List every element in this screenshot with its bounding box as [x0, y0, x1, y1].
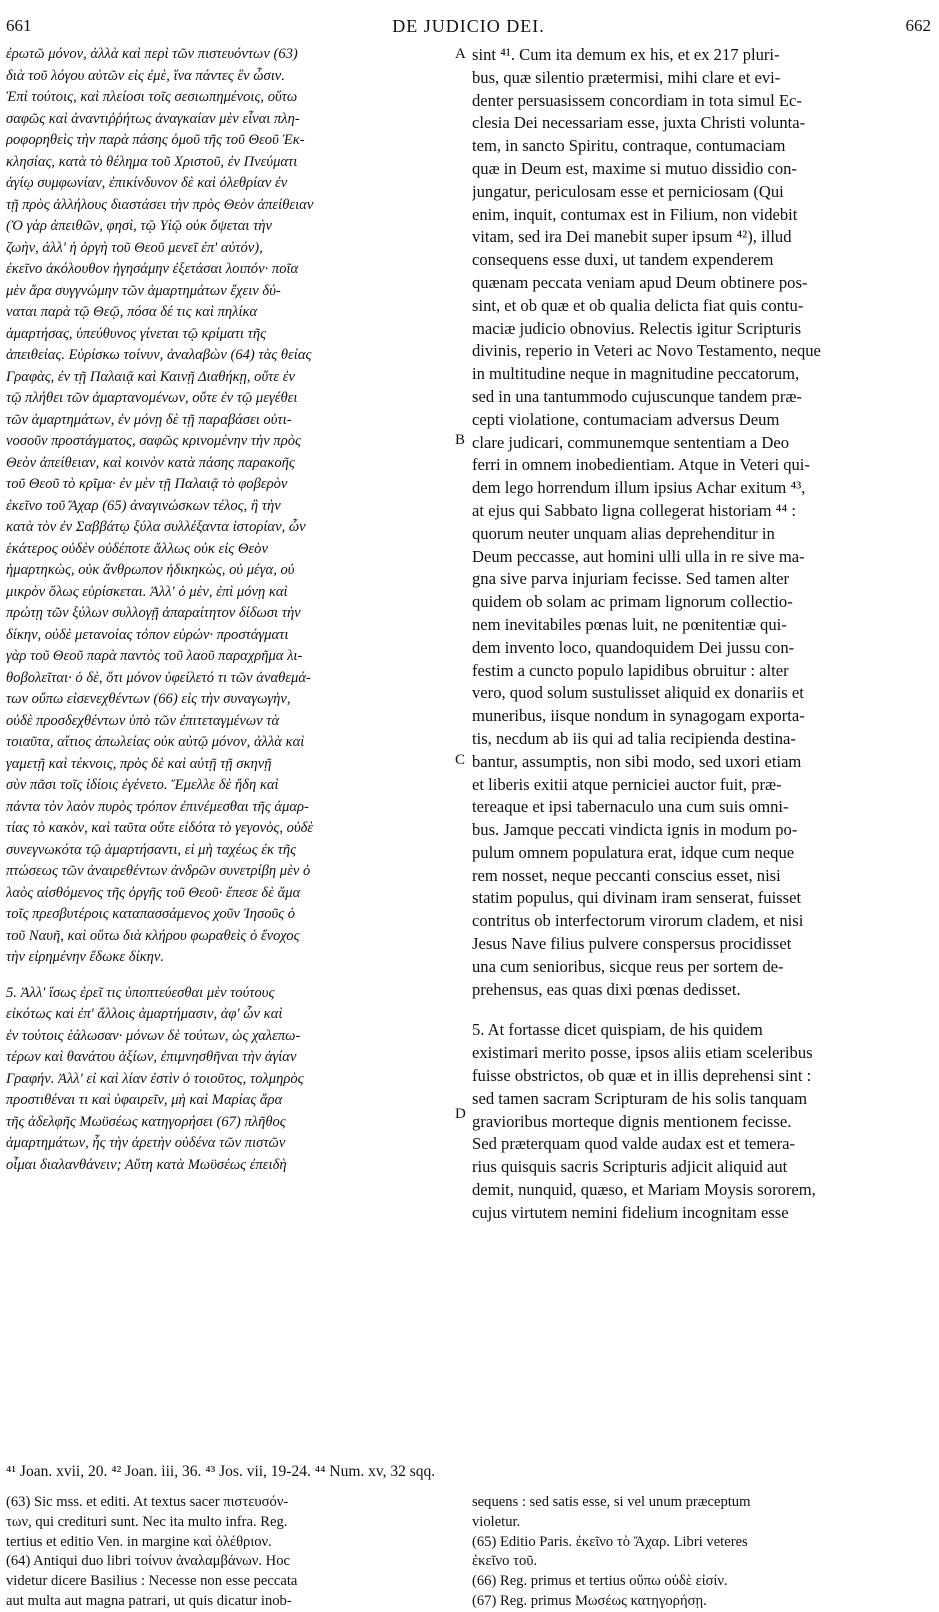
footnote-line: tertius et editio Ven. in margine καὶ ὀλέθριον.	[6, 1533, 272, 1550]
greek-line: ἐν τούτοις ἑάλωσαν· μόνων δὲ τούτων, ὡς χαλεπω-	[6, 1027, 301, 1044]
latin-line: 5. At fortasse dicet quispiam, de his quidem	[472, 1020, 763, 1040]
greek-line: τοῦ Ναυῆ, καὶ οὕτω διὰ κλήρου φωραθεὶς ὁ ἔνοχος	[6, 927, 300, 944]
greek-line: ἡμαρτηκὼς, οὐκ ἄνθρωπον ἠδικηκὼς, οὐ μέγα, οὐ	[6, 562, 295, 578]
latin-line: festim a cuncto populo lapidibus obruitur : alter	[472, 660, 789, 680]
footnote-line: των, qui credituri sunt. Nec ita multo infra. Reg.	[6, 1513, 288, 1530]
greek-line: ροφορηθεὶς τὴν παρὰ πάσης ὁμοῦ τῆς τοῦ Θεοῦ Ἐκ-	[6, 132, 305, 148]
latin-line: clare judicari, communemque sententiam a Deo	[472, 432, 789, 452]
margin-letter-d: D	[455, 1106, 466, 1122]
greek-line: τῷ πλήθει τῶν ἁμαρτανομένων, οὔτε ἐν τῷ μεγέθει	[6, 390, 298, 406]
greek-line: τοῦ Θεοῦ τὸ κρῖμα· ἐν μὲν τῇ Παλαιᾷ τὸ φοβερὸν	[6, 476, 288, 492]
greek-line: ἐρωτῶ μόνον, ἀλλὰ καὶ περὶ τῶν πιστευόντων (63)	[6, 46, 298, 62]
greek-line: γὰρ τοῦ Θεοῦ παρὰ παντὸς τοῦ λαοῦ παραχρῆμα λι-	[6, 648, 303, 664]
latin-line: dem lego horrendum illum ipsius Achar exitum ⁴³,	[472, 478, 806, 498]
latin-line: sed tamen sacram Scripturam de his solis tanquam	[472, 1088, 808, 1108]
footnotes-right	[472, 1493, 933, 1612]
latin-line: nem inevitabiles pœnas luit, ne pœnitentiæ qui-	[472, 614, 787, 634]
latin-line: vero, quod solum sustulisset aliquid ex donariis et	[472, 683, 804, 703]
greek-line: Ἐπὶ τούτοις, καὶ πλείοσι τοῖς σεσιωπημένοις, οὕτω	[6, 89, 298, 105]
latin-line: pulum omnem populatura erat, idque cum neque	[472, 842, 795, 862]
footnote-line: (64) Antiqui duo libri τοίνυν ἀναλαμβάνων. Hoc	[6, 1553, 290, 1570]
greek-line: ἀπειθείας. Εὑρίσκω τοίνυν, ἀναλαβὼν (64) τὰς θείας	[6, 347, 312, 363]
latin-line: tereaque et ipsi tabernaculo una cum suis omni-	[472, 797, 789, 817]
greek-line: σαφῶς καὶ ἀναντιῤῥήτως ἀναγκαίαν μὲν εἶναι πλη-	[6, 110, 300, 127]
greek-line: γαμετῇ καὶ τέκνοις, πρὸς δὲ καὶ αὐτῇ τῇ σκηνῇ	[6, 755, 272, 772]
page-header	[6, 16, 931, 40]
greek-line: τοιαῦτα, αἴτιος ἀπωλείας οὐκ αὐτῷ μόνον, ἀλλὰ καὶ	[6, 734, 305, 750]
greek-line: δίκην, οὐδὲ μετανοίας τόπον εὑρών· προστάγματι	[6, 626, 289, 643]
greek-line: τῇ πρὸς ἀλλήλους διαστάσει τὴν πρὸς Θεὸν ἀπείθειαν	[6, 196, 314, 213]
latin-line: tis, necdum ab iis qui ad talia recipienda destina-	[472, 728, 796, 748]
latin-line: enim, inquit, contumax est in Filium, non videbit	[472, 204, 798, 224]
greek-line: τῆς ἀδελφῆς Μωϋσέως κατηγορήσει (67) πλῆθος	[6, 1113, 286, 1130]
greek-line: θοβολεῖται· ὁ δὲ, ὅτι μόνον ὑφείλετό τι τῶν ἀναθεμά-	[6, 669, 311, 686]
latin-line: vitam, sed ira Dei manebit super ipsum ⁴²), illud	[472, 227, 792, 247]
latin-line: cujus virtutem nemini fidelium incognitam esse	[472, 1202, 789, 1222]
latin-line: quidem ob solam ac primam lignorum collectio-	[472, 592, 793, 612]
latin-line: at ejus qui Sabbato ligna collegerat historiam ⁴⁴ :	[472, 500, 797, 520]
greek-line: Θεὸν ἀπείθειαν, καὶ κοινὸν κατὰ πάσης παρακοῆς	[6, 454, 295, 471]
greek-line: ἁμαρτήσας, ὑπεύθυνος γίνεται τῷ κρίματι τῆς	[6, 325, 267, 342]
greek-line: ἐκεῖνο τοῦ Ἄχαρ (65) ἀναγινώσκων τέλος, ἢ τὴν	[6, 497, 281, 514]
latin-line: quorum neuter unquam alias deprehenditur in	[472, 523, 775, 543]
greek-line: συνεγνωκότα τῷ ἁμαρτήσαντι, εἰ μὴ ταχέως ἐκ τῆς	[6, 841, 297, 858]
margin-letter-b: B	[455, 432, 466, 448]
scripture-references: ⁴¹ Joan. xvii, 20. ⁴² Joan. iii, 36. ⁴³ Jos. vii, 19-24. ⁴⁴ Num. xv, 32 sqq.	[6, 1463, 436, 1480]
greek-line: ἐκεῖνο ἀκόλουθον ἡγησάμην ἐξετάσαι λοιπόν· ποῖα	[6, 261, 299, 277]
greek-line: πάντα τὸν λαὸν πυρὸς τρόπον ἐπινέμεσθαι τῆς ἁμαρ-	[6, 798, 309, 815]
greek-line: Γραφήν. Ἀλλ' εἰ καὶ λίαν ἐστὶν ὁ τοιοῦτος, τολμηρὸς	[6, 1070, 304, 1087]
footnotes-left	[6, 1493, 454, 1612]
greek-line: τέρων καὶ θανάτου ἀξίων, ἐπιμνησθῆναι τὴν ἁγίαν	[6, 1049, 297, 1065]
latin-line: demit, nunquid, quæso, et Mariam Moysis sororem,	[472, 1180, 816, 1200]
footnote-line: videtur dicere Basilius : Necesse non esse peccata	[6, 1573, 298, 1590]
latin-line: fuisse obstrictos, ob quæ et in illis deprehensi sint :	[472, 1066, 812, 1086]
latin-line: bantur, assumptis, non sibi modo, sed uxori etiam	[472, 751, 802, 771]
footnote-line: (67) Reg. primus Μωσέως κατηγορήσῃ.	[472, 1592, 707, 1609]
latin-line	[472, 1001, 933, 1019]
left-page-number: 661	[6, 16, 32, 35]
latin-line: rius quisquis sacris Scripturis adjicit aliquid aut	[472, 1157, 788, 1177]
latin-line: consequens esse duxi, ut tandem expenderem	[472, 250, 774, 270]
greek-line: ζωὴν, ἀλλ' ἡ ὀργὴ τοῦ Θεοῦ μενεῖ ἐπ' αὐτόν),	[6, 239, 263, 256]
footnote-line: (63) Sic mss. et editi. At textus sacer πιστευσόν-	[6, 1494, 289, 1510]
footnote-line: (66) Reg. primus et tertius οὔπω οὐδὲ εἰσίν.	[472, 1573, 728, 1590]
footnote-line: ἐκεῖνο τοῦ.	[472, 1553, 538, 1570]
greek-line: 5. Ἀλλ' ἴσως ἐρεῖ τις ὑποπτεύεσθαι μὲν τούτους	[6, 984, 275, 1001]
greek-line: των οὔπω εἰσενεχθέντων (66) εἰς τὴν συναγωγὴν,	[6, 691, 291, 707]
footnote-line: violetur.	[472, 1513, 521, 1530]
greek-line: νοσοῦν προστάγματος, σαφῶς κρινομένην τὴν πρὸς	[6, 433, 301, 449]
latin-line: divinis, reperio in Veteri ac Novo Testamento, neque	[472, 341, 821, 361]
greek-line: τοῖς πρεσβυτέροις καταπασσάμενος χοῦν Ἰησοῦς ὁ	[6, 906, 296, 922]
latin-line: Jesus Nave filius pulvere conspersus procidisset	[472, 934, 792, 954]
running-title: DE JUDICIO DEI.	[392, 16, 545, 36]
greek-line: (Ὁ γὰρ ἀπειθῶν, φησὶ, τῷ Υἱῷ οὐκ ὄψεται τὴν	[6, 218, 273, 234]
greek-line: τὴν εἰρημένην ἔδωκε δίκην.	[6, 949, 165, 965]
footnote-line: (65) Editio Paris. ἐκεῖνο τὸ Ἄχαρ. Libri veteres	[472, 1533, 748, 1550]
greek-line: τίας τὸ κακὸν, καὶ ταῦτα οὔτε εἰδότα τὸ γεγονὸς, οὐδὲ	[6, 820, 314, 836]
greek-text-column	[6, 44, 451, 1176]
greek-line: μικρὸν ὅλως εὑρίσκεται. Ἀλλ' ὁ μὲν, ἐπὶ μόνῃ καὶ	[6, 583, 288, 600]
latin-line: una cum senioribus, sicque reus per sortem de-	[472, 956, 784, 976]
latin-line: sint, et ob quæ et ob qualia delicta fiat quis contu-	[472, 295, 804, 315]
margin-letter-a: A	[455, 46, 466, 62]
latin-line: jungatur, periculosam esse et perniciosam (Qui	[472, 181, 784, 201]
latin-line: clesia Dei necessariam esse, juxta Christi volunta-	[472, 113, 806, 133]
latin-line: ferri in omnem inobedientiam. Atque in Veteri qui-	[472, 455, 810, 475]
footnote-line: aut multa aut magna patrari, ut quis dicatur inob-	[6, 1592, 292, 1609]
greek-line: εἰκότως καὶ ἐπ' ἄλλοις ἁμαρτήμασιν, ἀφ' ὧν καὶ	[6, 1006, 283, 1022]
greek-line: πτώσεως τῶν ἀναιρεθέντων ἀνδρῶν συνετρίβη μὲν ὁ	[6, 863, 311, 879]
greek-line: ἑκάτερος οὐδὲν οὐδέποτε ἄλλως οὐκ εἰς Θεὸν	[6, 540, 268, 557]
latin-line: quænam peccata veniam apud Deum obtinere pos-	[472, 272, 808, 292]
latin-text-column	[472, 44, 933, 1225]
margin-letter-c: C	[455, 752, 466, 768]
greek-line: κατὰ τὸν ἐν Σαββάτῳ ξύλα συλλέξαντα ἱστορίαν, ὧν	[6, 519, 306, 535]
latin-line: maciæ judicio obnovius. Relectis igitur Scripturis	[472, 318, 802, 338]
greek-line	[6, 969, 451, 983]
greek-line: κλησίας, κατὰ τὸ θέλημα τοῦ Χριστοῦ, ἐν Πνεύματι	[6, 153, 298, 170]
latin-line: Sed præterquam quod valde audax est et temera-	[472, 1134, 796, 1154]
greek-line: λαὸς αἰσθόμενος τῆς ὀργῆς τοῦ Θεοῦ· ἔπεσε δὲ ἅμα	[6, 884, 301, 901]
latin-line: et liberis exitii atque perniciei auctor fuit, præ-	[472, 774, 782, 794]
latin-line: prehensus, eas quas dixi pœnas dedisset.	[472, 979, 741, 999]
latin-line: bus. Jamque peccati vindicta ignis in modum po-	[472, 820, 798, 840]
latin-line: bus, quæ silentio prætermisi, mihi clare et evi-	[472, 67, 781, 87]
greek-line: ἁμαρτημάτων, ἧς τὴν ἀρετὴν οὐδένα τῶν πιστῶν	[6, 1135, 286, 1151]
latin-line: sed in una tantummodo cujuscunque tandem præ-	[472, 386, 802, 406]
latin-line: quæ in Deum est, maxime si mutuo dissidio con-	[472, 158, 797, 178]
greek-line: μὲν ἄρα συγγνώμην τῶν ἁμαρτημάτων ἔχειν δύ-	[6, 282, 281, 299]
greek-line: οἶμαι διαλανθάνειν; Αὕτη κατὰ Μωϋσέως ἐπειδὴ	[6, 1156, 287, 1173]
right-page-number: 662	[905, 16, 931, 35]
latin-line: gravioribus morteque dignis mentionem fecisse.	[472, 1111, 792, 1131]
latin-line: cepti violatione, contumaciam adversus Deum	[472, 409, 780, 429]
greek-line: ἁγίῳ συμφωνίαν, ἐπικίνδυνον δὲ καὶ ὀλεθρίαν ἐν	[6, 175, 288, 191]
latin-line: existimari merito posse, ipsos aliis etiam sceleribus	[472, 1043, 813, 1063]
latin-line: gna sive parva injuriam fecisse. Sed tamen alter	[472, 569, 790, 589]
greek-line: διὰ τοῦ λόγου αὐτῶν εἰς ἐμὲ, ἵνα πάντες ἓν ὦσιν.	[6, 67, 285, 84]
latin-line: contritus ob interfectorum virorum cladem, et nisi	[472, 911, 804, 931]
latin-line: denter persuasissem concordiam in tota simul Ec-	[472, 90, 802, 110]
latin-line: tem, in sancto Spiritu, contraque, contumaciam	[472, 136, 786, 156]
latin-line: muneribus, iisque nondum in synagogam exporta-	[472, 706, 805, 726]
latin-line: rem nosset, neque peccanti conscius esset, nisi	[472, 865, 781, 885]
latin-line: statim populus, qui divinam iram senserat, fuisset	[472, 888, 802, 908]
footnote-line: sequens : sed satis esse, si vel unum præceptum	[472, 1494, 751, 1510]
latin-line: Deum peccasse, aut homini ulli ulla in re sive ma-	[472, 546, 805, 566]
greek-line: τῶν ἁμαρτημάτων, ἐν μόνῃ δὲ τῇ παραβάσει οὑτι-	[6, 411, 292, 428]
greek-line: ναται παρὰ τῷ Θεῷ, πόσα δέ τις καὶ πηλίκα	[6, 304, 258, 320]
latin-line: sint ⁴¹. Cum ita demum ex his, et ex 217 pluri-	[472, 45, 780, 64]
greek-line: οὐδὲ προσδεχθέντων ὑπὸ τῶν ἐπιτεταγμένων τὰ	[6, 712, 280, 729]
greek-line: Γραφὰς, ἐν τῇ Παλαιᾷ καὶ Καινῇ Διαθήκῃ, οὔτε ἐν	[6, 368, 296, 385]
greek-line: προστιθέναι τι καὶ ὑφαιρεῖν, μὴ καὶ Μαρίας ἄρα	[6, 1092, 283, 1108]
latin-line: dem invento loco, quandoquidem Dei jussu con-	[472, 637, 795, 657]
latin-line: in multitudine neque in magnitudine peccatorum,	[472, 364, 800, 384]
greek-line: πρώτῃ τῶν ξύλων συλλογῇ ἀπαραίτητον δίδωσι τὴν	[6, 605, 301, 621]
greek-line: σὺν πᾶσι τοῖς ἰδίοις ἐγένετο. Ἔμελλε δὲ ἤδη καὶ	[6, 777, 279, 793]
